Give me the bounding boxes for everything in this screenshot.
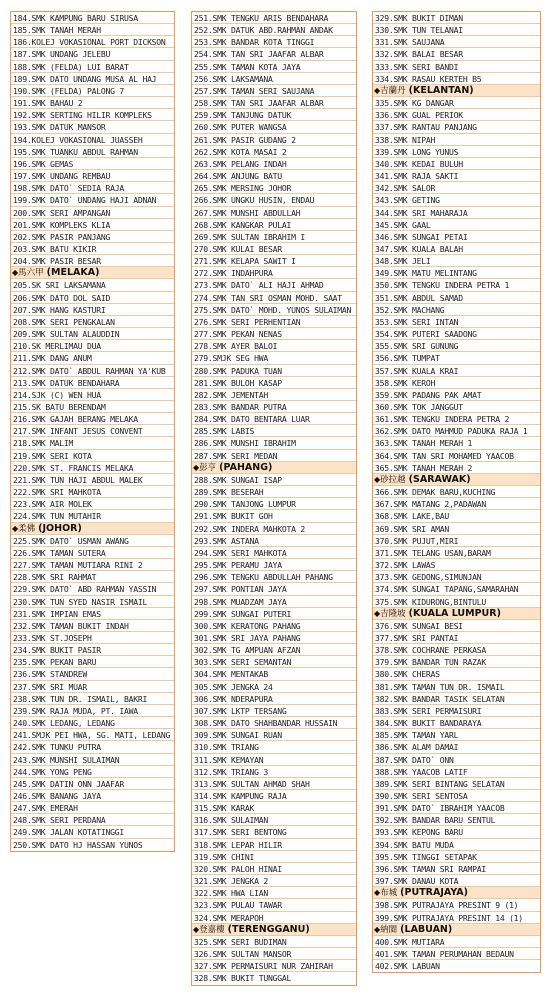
school-entry: 241.SMJK PEI HWA, SG. MATI, LEDANG: [11, 729, 174, 741]
school-entry: 243.SMK MUNSHI SULAIMAN: [11, 754, 174, 766]
school-entry: 386.SMK ALAM DAMAI: [373, 741, 540, 753]
school-entry: 223.SMK AIR MOLEK: [11, 498, 174, 510]
school-entry: 187.SMK UNDANG JELEBU: [11, 48, 174, 60]
school-entry: 321.SMK JENGKA 2: [192, 875, 356, 887]
school-entry: 269.SMK SULTAN IBRAHIM I: [192, 231, 356, 243]
school-entry: 398.SMK PUTRAJAYA PRESINT 9 (1): [373, 899, 540, 911]
school-entry: 335.SMK KG DANGAR: [373, 97, 540, 109]
school-entry: 341.SMK RAJA SAKTI: [373, 170, 540, 182]
school-entry: 212.SMK DATO` ABDUL RAHMAN YA'KUB: [11, 365, 174, 377]
school-entry: 240.SMK LEDANG, LEDANG: [11, 717, 174, 729]
school-entry: 366.SMK DEMAK BARU,KUCHING: [373, 486, 540, 498]
school-entry: 265.SMK MERSING JOHOR: [192, 182, 356, 194]
school-entry: 305.SMK JENGKA 24: [192, 681, 356, 693]
school-entry: 194.KOLEJ VOKASIONAL JUASSEH: [11, 134, 174, 146]
school-entry: 326.SMK SULTAN MANSOR: [192, 948, 356, 960]
school-entry: 361.SMK TENGKU INDERA PETRA 2: [373, 413, 540, 425]
school-entry: 195.SMK TUANKU ABDUL RAHMAN: [11, 146, 174, 158]
school-entry: 245.SMK DATIN ONN JAAFAR: [11, 778, 174, 790]
school-entry: 338.SMK NIPAH: [373, 134, 540, 146]
school-entry: 322.SMK HWA LIAN: [192, 887, 356, 899]
school-entry: 275.SMK DATO` MOHD. YUNOS SULAIMAN: [192, 304, 356, 316]
school-entry: 325.SMK SERI BUDIMAN: [192, 936, 356, 948]
school-entry: 308.SMK DATO SHAHBANDAR HUSSAIN: [192, 717, 356, 729]
school-entry: 352.SMK MACHANG: [373, 304, 540, 316]
school-entry: 301.SMK SRI JAYA PAHANG: [192, 632, 356, 644]
school-entry: 200.SMK SERI AMPANGAN: [11, 207, 174, 219]
state-name: (PUTRAJAYA): [400, 887, 468, 899]
school-entry: 382.SMK BANDAR TASIK SELATAN: [373, 693, 540, 705]
school-entry: 233.SMK ST.JOSEPH: [11, 632, 174, 644]
school-entry: 271.SMK KELAPA SAWIT I: [192, 255, 356, 267]
school-entry: 234.SMK BUKIT PASIR: [11, 644, 174, 656]
school-entry: 377.SMK SRI PANTAI: [373, 632, 540, 644]
school-entry: 288.SMK SUNGAI ISAP: [192, 474, 356, 486]
school-entry: 319.SMK CHINI: [192, 851, 356, 863]
state-header: [11, 267, 174, 279]
school-entry: 311.SMK KEMAYAN: [192, 754, 356, 766]
school-entry: 257.SMK TAMAN SERI SAUJANA: [192, 85, 356, 97]
school-entry: 354.SMK PUTERI SAADONG: [373, 328, 540, 340]
school-entry: 374.SMK SUNGAI TAPANG,SAMARAHAN: [373, 583, 540, 595]
school-entry: 302.SMK TG AMPUAN AFZAN: [192, 644, 356, 656]
school-entry: 220.SMK ST. FRANCIS MELAKA: [11, 462, 174, 474]
school-entry: 286.SMK MUNSHI IBRAHIM: [192, 437, 356, 449]
school-entry: 310.SMK TRIANG: [192, 741, 356, 753]
school-entry: 284.SMK DATO BENTARA LUAR: [192, 413, 356, 425]
school-entry: 210.SK MERLIMAU DUA: [11, 340, 174, 352]
school-entry: 314.SMK KAMPUNG RAJA: [192, 790, 356, 802]
school-entry: 239.SMK RAJA MUDA, PT. IAWA: [11, 705, 174, 717]
school-entry: 231.SMK IMPIAN EMAS: [11, 608, 174, 620]
school-entry: 367.SMK MATANG 2,PADAWAN: [373, 498, 540, 510]
school-entry: 346.SMK SUNGAI PETAI: [373, 231, 540, 243]
school-entry: 363.SMK TANAH MERAH 1: [373, 437, 540, 449]
state-name-chinese: 登嘉樓: [199, 924, 225, 935]
school-entry: 263.SMK PELANG INDAH: [192, 158, 356, 170]
school-entry: 266.SMK UNGKU HUSIN, ENDAU: [192, 194, 356, 206]
school-entry: 356.SMK TUMPAT: [373, 352, 540, 364]
school-entry: 252.SMK DATUK ABD.RAHMAN ANDAK: [192, 24, 356, 36]
school-entry: 250.SMK DATO HJ HASSAN YUNOS: [13, 839, 143, 850]
school-entry: 323.SMK PULAU TAWAR: [192, 899, 356, 911]
school-entry: 273.SMK DATO` ALI HAJI AHMAD: [192, 279, 356, 291]
state-header: [373, 608, 540, 620]
school-entry: 304.SMK MENTAKAB: [192, 668, 356, 680]
school-entry: 372.SMK LAWAS: [373, 559, 540, 571]
school-entry: 334.SMK RASAU KERTEH B5: [373, 73, 540, 85]
school-entry: 333.SMK SERI BANDI: [373, 61, 540, 73]
school-entry: 343.SMK GETING: [373, 194, 540, 206]
school-entry: 383.SMK SERI PERMAISURI: [373, 705, 540, 717]
school-entry: 186.KOLEJ VOKASIONAL PORT DICKSON: [11, 36, 174, 48]
school-entry: 397.SMK DANAU KOTA: [373, 875, 540, 887]
school-entry: 209.SMK SULTAN ALAUDDIN: [11, 328, 174, 340]
school-entry: 201.SMK KOMPLEKS KLIA: [11, 219, 174, 231]
state-name-chinese: 柔佛: [18, 523, 36, 534]
diamond-icon: ◆: [374, 85, 381, 95]
school-entry: 232.SMK TAMAN BUKIT INDAH: [11, 620, 174, 632]
state-name-chinese: 馬六甲: [18, 268, 44, 279]
school-entry: 190.SMK (FELDA) PALONG 7: [11, 85, 174, 97]
school-entry: 230.SMK TUN SYED NASIR ISMAIL: [11, 596, 174, 608]
school-entry: 188.SMK (FELDA) LUI BARAT: [11, 61, 174, 73]
state-name: (TERENGGANU): [227, 923, 310, 935]
school-entry: 226.SMK TAMAN SUTERA: [11, 547, 174, 559]
school-entry: 260.SMK PUTER WANGSA: [192, 121, 356, 133]
school-entry: 211.SMK DANG ANUM: [11, 352, 174, 364]
school-entry: 207.SMK HANG KASTURI: [11, 304, 174, 316]
school-entry: 289.SMK BESERAH: [192, 486, 356, 498]
school-entry: 330.SMK TUN TELANAI: [373, 24, 540, 36]
school-entry: 282.SMK JEMENTAH: [192, 389, 356, 401]
school-entry: 370.SMK PUJUT,MIRI: [373, 535, 540, 547]
school-entry: 378.SMK COCHRANE PERKASA: [373, 644, 540, 656]
school-entry: 385.SMK TAMAN YARL: [373, 729, 540, 741]
school-entry: 327.SMK PERMAISURI NUR ZAHIRAH: [192, 960, 356, 972]
school-entry: 184.SMK KAMPUNG BARU SIRUSA: [11, 12, 174, 24]
school-entry: 281.SMK BULOH KASAP: [192, 377, 356, 389]
diamond-icon: ◆: [12, 523, 19, 533]
school-entry: 359.SMK PADANG PAK AMAT: [373, 389, 540, 401]
school-entry: 309.SMK SUNGAI RUAN: [192, 729, 356, 741]
school-entry: 340.SMK KEDAI BULUH: [373, 158, 540, 170]
school-entry: 376.SMK SUNGAI BESI: [373, 620, 540, 632]
school-entry: 205.SK SRI LAKSAMANA: [11, 279, 174, 291]
school-entry: 261.SMK PASIR GUDANG 2: [192, 134, 356, 146]
school-entry: 279.SMJK SEG HWA: [192, 352, 356, 364]
state-name-chinese: 砂拉越: [380, 474, 406, 485]
school-entry: 244.SMK YONG PENG: [11, 766, 174, 778]
school-entry: 357.SMK KUALA KRAI: [373, 365, 540, 377]
school-entry: 401.SMK TAMAN PERUMAHAN BEDAUN: [373, 948, 540, 960]
state-header: [373, 85, 540, 97]
school-entry: 294.SMK SERI MAHKOTA: [192, 547, 356, 559]
school-entry: 379.SMK BANDAR TUN RAZAK: [373, 656, 540, 668]
school-entry: 295.SMK PERAMU JAYA: [192, 559, 356, 571]
school-entry: 225.SMK DATO` USMAN AWANG: [11, 535, 174, 547]
school-entry: 222.SMK SRI MAHKOTA: [11, 486, 174, 498]
school-entry: 306.SMK NDERAPURA: [192, 693, 356, 705]
school-entry: 393.SMK KEPONG BARU: [373, 826, 540, 838]
school-entry: 270.SMK KULAI BESAR: [192, 243, 356, 255]
school-entry: 280.SMK PADUKA TUAN: [192, 365, 356, 377]
school-entry: 392.SMK BANDAR BARU SENTUL: [373, 814, 540, 826]
state-header: [11, 523, 174, 535]
school-entry: 355.SMK SRI GUNUNG: [373, 340, 540, 352]
state-name: (KUALA LUMPUR): [408, 607, 501, 619]
school-entry: 390.SMK SERI SENTOSA: [373, 790, 540, 802]
state-name-chinese: 吉蘭丹: [380, 85, 406, 96]
school-entry: 313.SMK SULTAN AHMAD SHAH: [192, 778, 356, 790]
school-entry: 272.SMK INDAHPURA: [192, 267, 356, 279]
school-entry: 216.SMK GAJAH BERANG MELAKA: [11, 413, 174, 425]
school-entry: 324.SMK MERAPOH: [192, 912, 356, 924]
school-entry: 267.SMK MUNSHI ABDULLAH: [192, 207, 356, 219]
school-entry: 381.SMK TAMAN TUN DR. ISMAIL: [373, 681, 540, 693]
school-entry: 380.SMK CHERAS: [373, 668, 540, 680]
school-entry: 339.SMK LONG YUNUS: [373, 146, 540, 158]
diamond-icon: ◆: [193, 462, 200, 472]
school-entry: 315.SMK KARAK: [192, 802, 356, 814]
school-entry: 369.SMK SRI AMAN: [373, 523, 540, 535]
school-entry: 199.SMK DATO` UNDANG HAJI ADNAN: [11, 194, 174, 206]
school-entry: 348.SMK JELI: [373, 255, 540, 267]
school-entry: 229.SMK DATO` ABD RAHMAN YASSIN: [11, 583, 174, 595]
school-entry: 228.SMK SRI RAHMAT: [11, 571, 174, 583]
school-list-column-1: [10, 11, 175, 852]
school-entry: 208.SMK SERI PENGKALAN: [11, 316, 174, 328]
school-entry: 298.SMK MUADZAM JAYA: [192, 596, 356, 608]
school-entry: 362.SMK DATO MAHMUD PADUKA RAJA 1: [373, 425, 540, 437]
school-entry: 350.SMK TENGKU INDERA PETRA 1: [373, 279, 540, 291]
school-entry: 238.SMK TUN DR. ISMAIL, BAKRI: [11, 693, 174, 705]
school-entry: 202.SMK PASIR PANJANG: [11, 231, 174, 243]
state-header: [192, 924, 356, 936]
school-entry: 347.SMK KUALA BALAH: [373, 243, 540, 255]
school-entry: 255.SMK TAMAN KOTA JAYA: [192, 61, 356, 73]
school-entry: 206.SMK DATO DOL SAID: [11, 292, 174, 304]
school-entry: 217.SMK INFANT JESUS CONVENT: [11, 425, 174, 437]
school-entry: 394.SMK BATU MUDA: [373, 839, 540, 851]
school-entry: 193.SMK DATUK MANSOR: [11, 121, 174, 133]
state-name: (MELAKA): [46, 267, 100, 279]
school-entry: 331.SMK SAUJANA: [373, 36, 540, 48]
school-entry: 389.SMK SERI BINTANG SELATAN: [373, 778, 540, 790]
school-entry: 268.SMK KANGKAR PULAI: [192, 219, 356, 231]
school-entry: 307.SMK LKTP TERSANG: [192, 705, 356, 717]
state-name-chinese: 布城: [380, 888, 398, 899]
school-entry: 312.SMK TRIANG 3: [192, 766, 356, 778]
state-name-chinese: 吉隆坡: [380, 608, 406, 619]
school-entry: 196.SMK GEMAS: [11, 158, 174, 170]
school-entry: 192.SMK SERTING HILIR KOMPLEKS: [11, 109, 174, 121]
school-entry: 292.SMK INDERA MAHKOTA 2: [192, 523, 356, 535]
school-entry: 344.SMK SRI MAHARAJA: [373, 207, 540, 219]
school-entry: 287.SMK SERI MEDAN: [192, 450, 356, 462]
school-entry: 320.SMK PALOH HINAI: [192, 863, 356, 875]
school-entry: 291.SMK BUKIT GOH: [192, 510, 356, 522]
school-entry: 318.SMK LEPAR HILIR: [192, 839, 356, 851]
school-entry: 299.SMK SUNGAI PUTERI: [192, 608, 356, 620]
school-entry: 249.SMK JALAN KOTATINGGI: [11, 826, 174, 838]
diamond-icon: ◆: [12, 268, 19, 278]
school-entry: 349.SMK MATU MELINTANG: [373, 267, 540, 279]
school-entry: 278.SMK AYER BALOI: [192, 340, 356, 352]
school-entry: 337.SMK RANTAU PANJANG: [373, 121, 540, 133]
school-entry: 388.SMK YAACOB LATIF: [373, 766, 540, 778]
school-entry: 256.SMK LAKSAMANA: [192, 73, 356, 85]
school-entry: 353.SMK SERI INTAN: [373, 316, 540, 328]
school-entry: 227.SMK TAMAN MUTIARA RINI 2: [11, 559, 174, 571]
school-entry: 396.SMK TAMAN SRI RAMPAI: [373, 863, 540, 875]
school-entry: 395.SMK TINGGI SETAPAK: [373, 851, 540, 863]
school-entry: 290.SMK TANJONG LUMPUR: [192, 498, 356, 510]
school-entry: 237.SMK SRI MUAR: [11, 681, 174, 693]
diamond-icon: ◆: [193, 924, 200, 934]
school-entry: 235.SMK PEKAN BARU: [11, 656, 174, 668]
school-entry: 368.SMK LAKE,BAU: [373, 510, 540, 522]
state-name: (PAHANG): [219, 461, 273, 473]
school-entry: 253.SMK BANDAR KOTA TINGGI: [192, 36, 356, 48]
school-entry: 247.SMK EMERAH: [11, 802, 174, 814]
school-entry: 384.SMK BUKIT BANDARAYA: [373, 717, 540, 729]
school-entry: 296.SMK TENGKU ABDULLAH PAHANG: [192, 571, 356, 583]
school-entry: 246.SMK BANANG JAYA: [11, 790, 174, 802]
school-entry: 254.SMK TAN SRI JAAFAR ALBAR: [192, 48, 356, 60]
school-entry: 329.SMK BUKIT DIMAN: [373, 12, 540, 24]
school-entry: 259.SMK TANJUNG DATUK: [192, 109, 356, 121]
state-name: (LABUAN): [400, 923, 453, 935]
school-entry: 197.SMK UNDANG REMBAU: [11, 170, 174, 182]
school-entry: 251.SMK TENGKU ARIS BENDAHARA: [192, 12, 356, 24]
school-entry: 365.SMK TANAH MERAH 2: [373, 462, 540, 474]
school-entry: 276.SMK SERI PERHENTIAN: [192, 316, 356, 328]
school-list-column-2: [191, 11, 357, 986]
school-entry: 185.SMK TANAH MERAH: [11, 24, 174, 36]
school-entry: 297.SMK PONTIAN JAYA: [192, 583, 356, 595]
school-entry: 328.SMK BUKIT TUNGGAL: [194, 973, 292, 984]
school-entry: 375.SMK KIDURONG,BINTULU: [373, 596, 540, 608]
state-name: (JOHOR): [38, 522, 82, 534]
school-entry: 264.SMK ANJUNG BATU: [192, 170, 356, 182]
school-entry: 224.SMK TUN MUTAHIR: [11, 510, 174, 522]
school-entry: 316.SMK SULAIMAN: [192, 814, 356, 826]
school-entry: 198.SMK DATO` SEDIA RAJA: [11, 182, 174, 194]
state-name-chinese: 納閩: [380, 924, 398, 935]
school-entry: 215.SK BATU BERENDAM: [11, 401, 174, 413]
school-entry: 400.SMK MUTIARA: [373, 936, 540, 948]
state-name: (KELANTAN): [408, 84, 474, 96]
school-entry: 364.SMK TAN SRI MOHAMED YAACOB: [373, 450, 540, 462]
school-entry: 204.SMK PASIR BESAR: [11, 255, 174, 267]
school-entry: 373.SMK GEDONG,SIMUNJAN: [373, 571, 540, 583]
school-entry: 391.SMK DATO` IBRAHIM YAACOB: [373, 802, 540, 814]
school-entry: 262.SMK KOTA MASAI 2: [192, 146, 356, 158]
school-entry: 300.SMK KERATONG PAHANG: [192, 620, 356, 632]
school-list-column-3: [372, 11, 541, 973]
state-name-chinese: 彭亨: [199, 462, 217, 473]
school-entry: 336.SMK GUAL PERIOK: [373, 109, 540, 121]
school-entry: 203.SMK BATU KIKIR: [11, 243, 174, 255]
diamond-icon: ◆: [374, 888, 381, 898]
school-entry: 218.SMK MALIM: [11, 437, 174, 449]
school-entry: 371.SMK TELANG USAN,BARAM: [373, 547, 540, 559]
state-header: [373, 924, 540, 936]
state-name: (SARAWAK): [408, 473, 471, 485]
school-entry: 236.SMK STANDREW: [11, 668, 174, 680]
state-header: [373, 474, 540, 486]
school-entry: 258.SMK TAN SRI JAAFAR ALBAR: [192, 97, 356, 109]
school-entry: 303.SMK SERI SEMANTAN: [192, 656, 356, 668]
school-entry: 213.SMK DATUK BENDAHARA: [11, 377, 174, 389]
school-entry: 191.SMK BAHAU 2: [11, 97, 174, 109]
school-entry: 221.SMK TUN HAJI ABDUL MALEK: [11, 474, 174, 486]
school-entry: 317.SMK SERI BENTONG: [192, 826, 356, 838]
school-entry: 242.SMK TUNKU PUTRA: [11, 741, 174, 753]
school-entry: 402.SMK LABUAN: [375, 961, 440, 972]
school-entry: 293.SMK ASTANA: [192, 535, 356, 547]
school-entry: 345.SMK GAAL: [373, 219, 540, 231]
school-entry: 277.SMK PEKAN NENAS: [192, 328, 356, 340]
diamond-icon: ◆: [374, 474, 381, 484]
school-entry: 219.SMK SERI KOTA: [11, 450, 174, 462]
school-entry: 283.SMK BANDAR PUTRA: [192, 401, 356, 413]
school-entry: 189.SMK DATO UNDANG MUSA AL HAJ: [11, 73, 174, 85]
school-entry: 332.SMK BALAI BESAR: [373, 48, 540, 60]
school-entry: 360.SMK TOK JANGGUT: [373, 401, 540, 413]
state-header: [373, 887, 540, 899]
school-entry: 358.SMK KEROH: [373, 377, 540, 389]
school-entry: 342.SMK SALOR: [373, 182, 540, 194]
school-entry: 274.SMK TAN SRI OSMAN MOHD. SAAT: [192, 292, 356, 304]
school-entry: 387.SMK DATO` ONN: [373, 754, 540, 766]
school-entry: 248.SMK SERI PERDANA: [11, 814, 174, 826]
school-entry: 351.SMK ABDUL SAMAD: [373, 292, 540, 304]
state-header: [192, 462, 356, 474]
diamond-icon: ◆: [374, 924, 381, 934]
school-entry: 399.SMK PUTRAJAYA PRESINT 14 (1): [373, 912, 540, 924]
school-entry: 285.SMK LABIS: [192, 425, 356, 437]
diamond-icon: ◆: [374, 608, 381, 618]
school-entry: 214.SJK (C) WEN HUA: [11, 389, 174, 401]
